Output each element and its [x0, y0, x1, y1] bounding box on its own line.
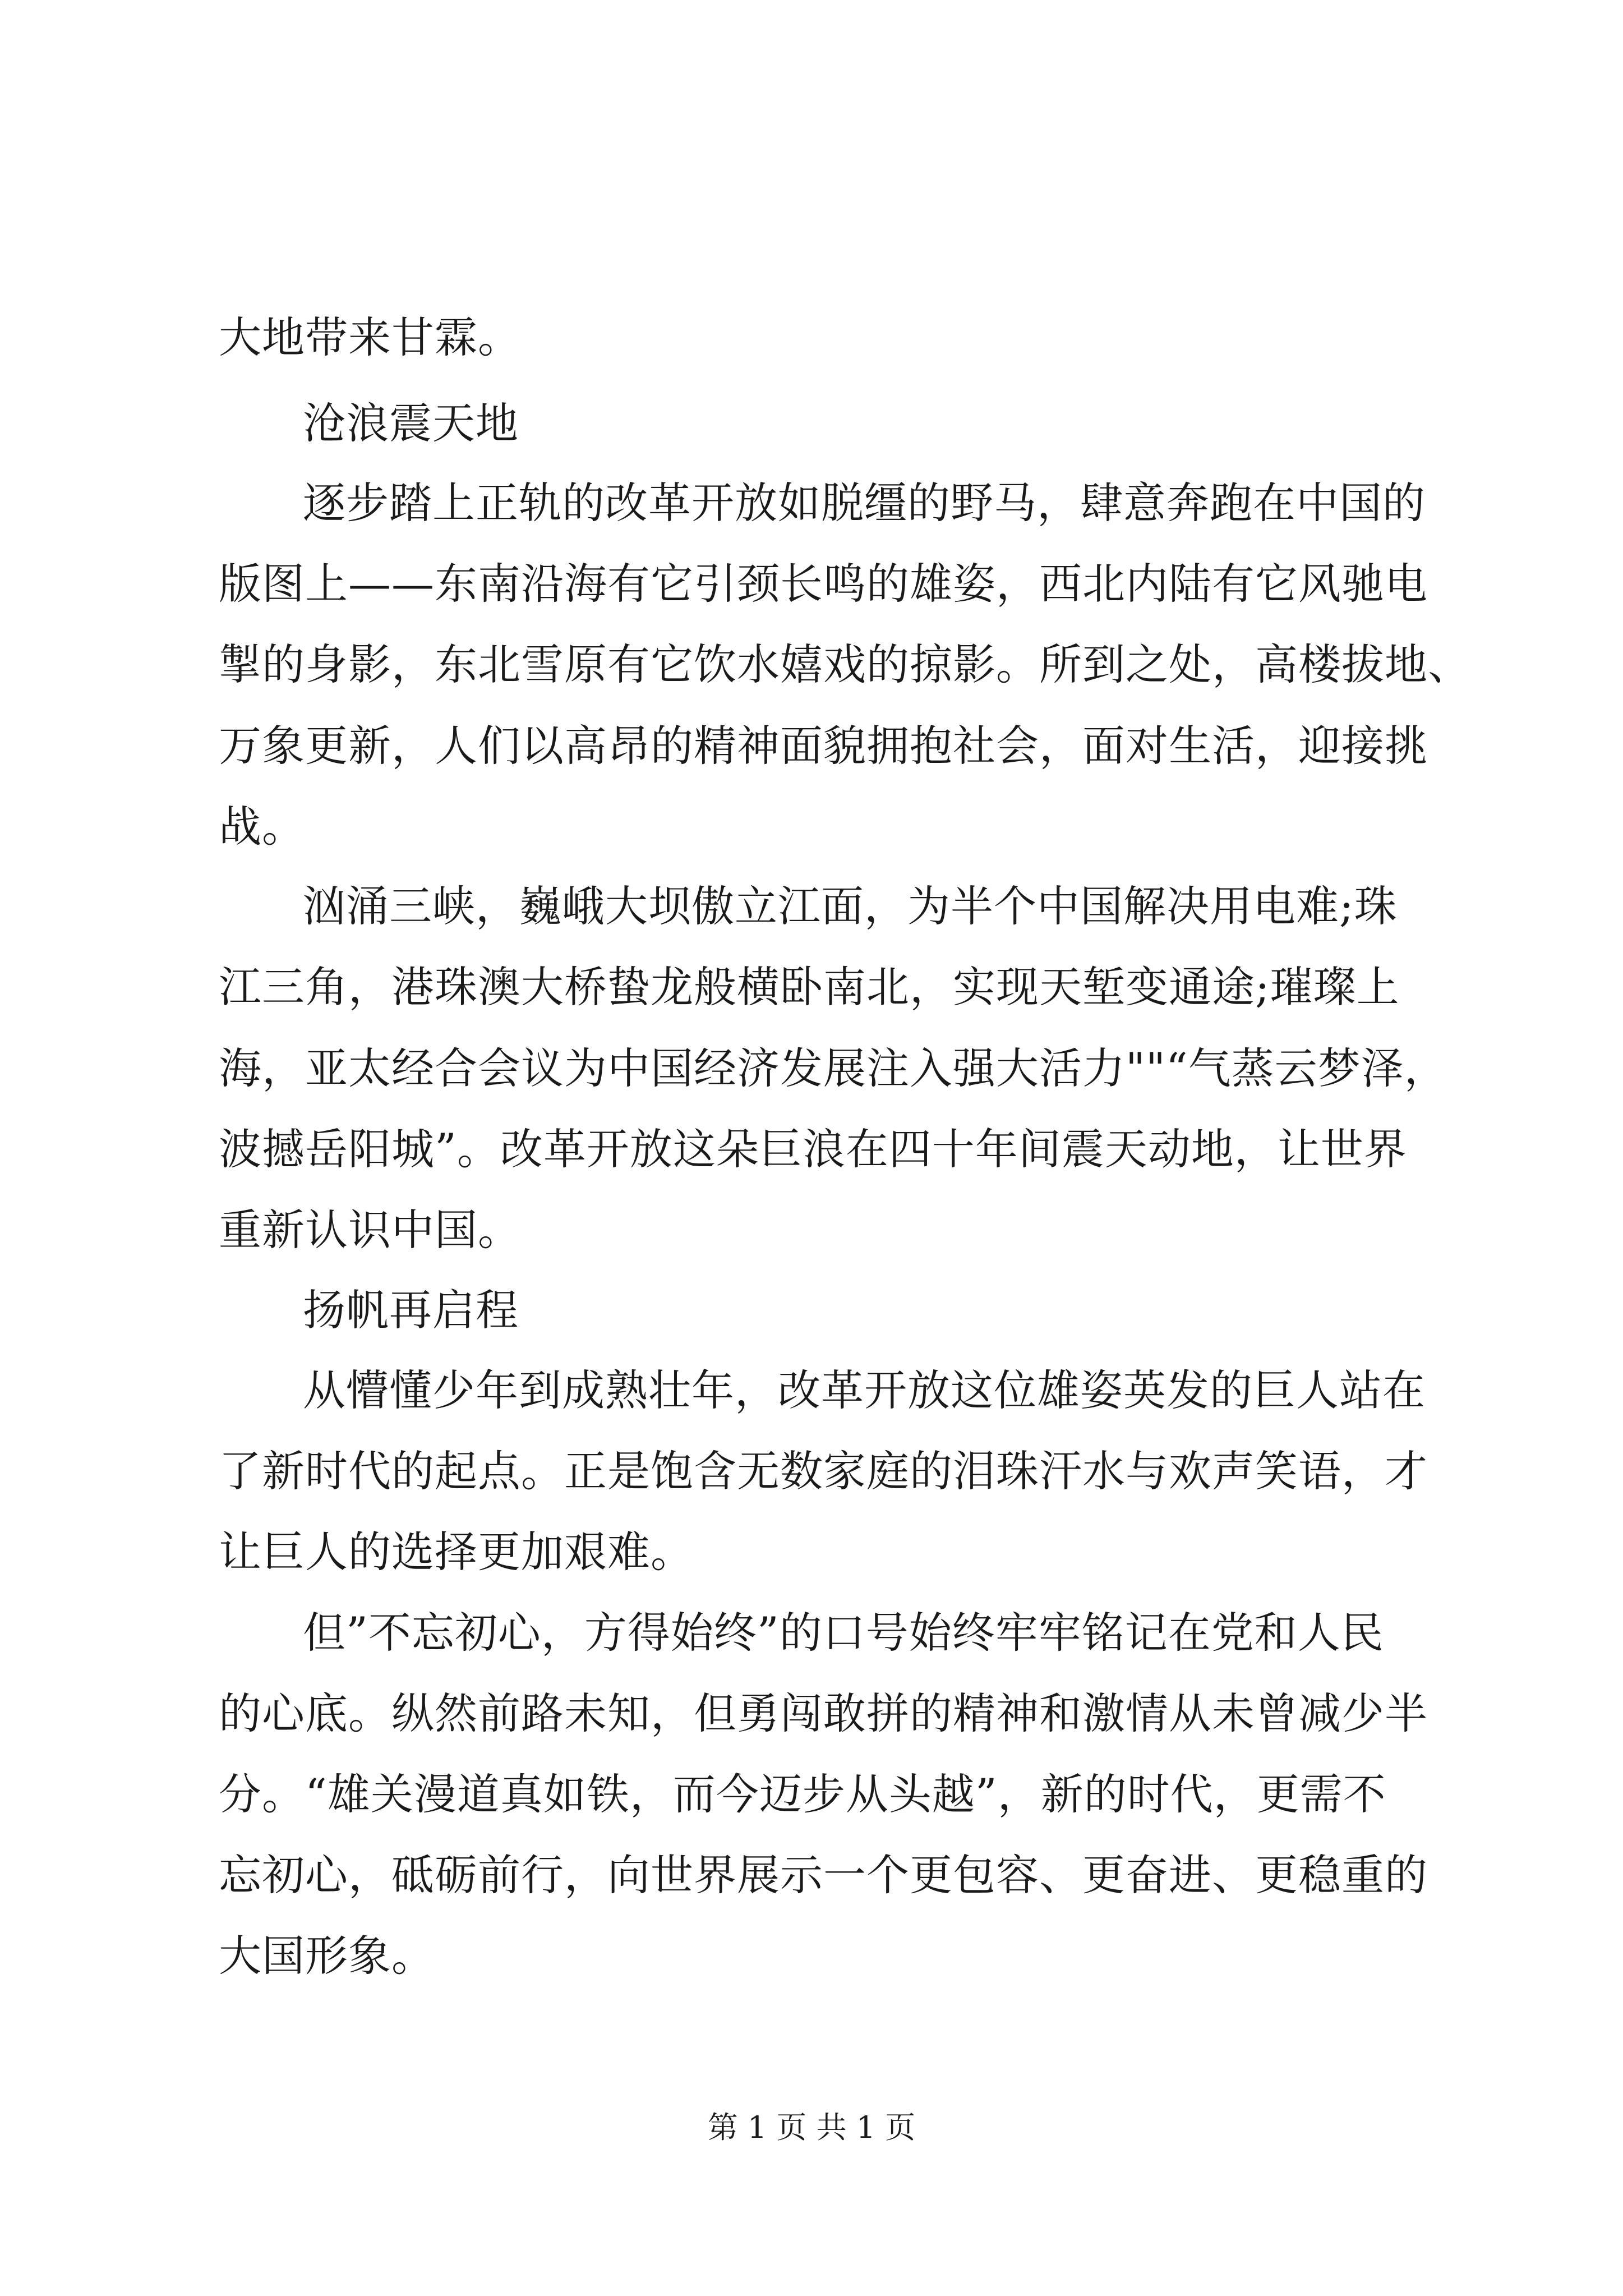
text-line: 汹涌三峡，巍峨大坝傲立江面，为半个中国解决用电难;珠 [303, 881, 1398, 931]
text-line: 万象更新，人们以高昂的精神面貌拥抱社会，面对生活，迎接挑 [219, 721, 1428, 771]
section-heading: 扬帆再启程 [303, 1285, 519, 1335]
text-line: 的心底。纵然前路未知，但勇闯敢拼的精神和激情从未曾减少半 [219, 1688, 1428, 1738]
text-line: 波撼岳阳城”。改革开放这朵巨浪在四十年间震天动地，让世界 [219, 1124, 1407, 1174]
text-line: 从懵懂少年到成熟壮年，改革开放这位雄姿英发的巨人站在 [303, 1365, 1426, 1415]
text-line: 海，亚太经合会议为中国经济发展注入强大活力""“气蒸云梦泽， [219, 1043, 1447, 1093]
text-line: 大国形象。 [219, 1931, 435, 1981]
text-line: 分。“雄关漫道真如铁，而今迈步从头越”，新的时代，更需不 [219, 1769, 1386, 1819]
text-line: 江三角，港珠澳大桥蛰龙般横卧南北，实现天堑变通途;璀璨上 [219, 962, 1400, 1012]
text-line: 让巨人的选择更加艰难。 [219, 1527, 694, 1577]
text-line: 战。 [219, 802, 305, 852]
text-line: 逐步踏上正轨的改革开放如脱缰的野马，肆意奔跑在中国的 [303, 478, 1426, 528]
section-heading: 沧浪震天地 [303, 398, 519, 448]
text-line: 版图上——东南沿海有它引颈长鸣的雄姿，西北内陆有它风驰电 [219, 559, 1428, 609]
text-line: 重新认识中国。 [219, 1205, 521, 1255]
text-line: 掣的身影，东北雪原有它饮水嬉戏的掠影。所到之处，高楼拔地、 [219, 639, 1471, 689]
text-line: 但”不忘初心，方得始终”的口号始终牢牢铭记在党和人民 [303, 1608, 1384, 1658]
text-line: 大地带来甘霖。 [219, 312, 521, 362]
page-footer: 第 1 页 共 1 页 [707, 2110, 916, 2145]
text-line: 了新时代的起点。正是饱含无数家庭的泪珠汗水与欢声笑语，才 [219, 1446, 1428, 1496]
text-line: 忘初心，砥砺前行，向世界展示一个更包容、更奋进、更稳重的 [219, 1850, 1428, 1900]
